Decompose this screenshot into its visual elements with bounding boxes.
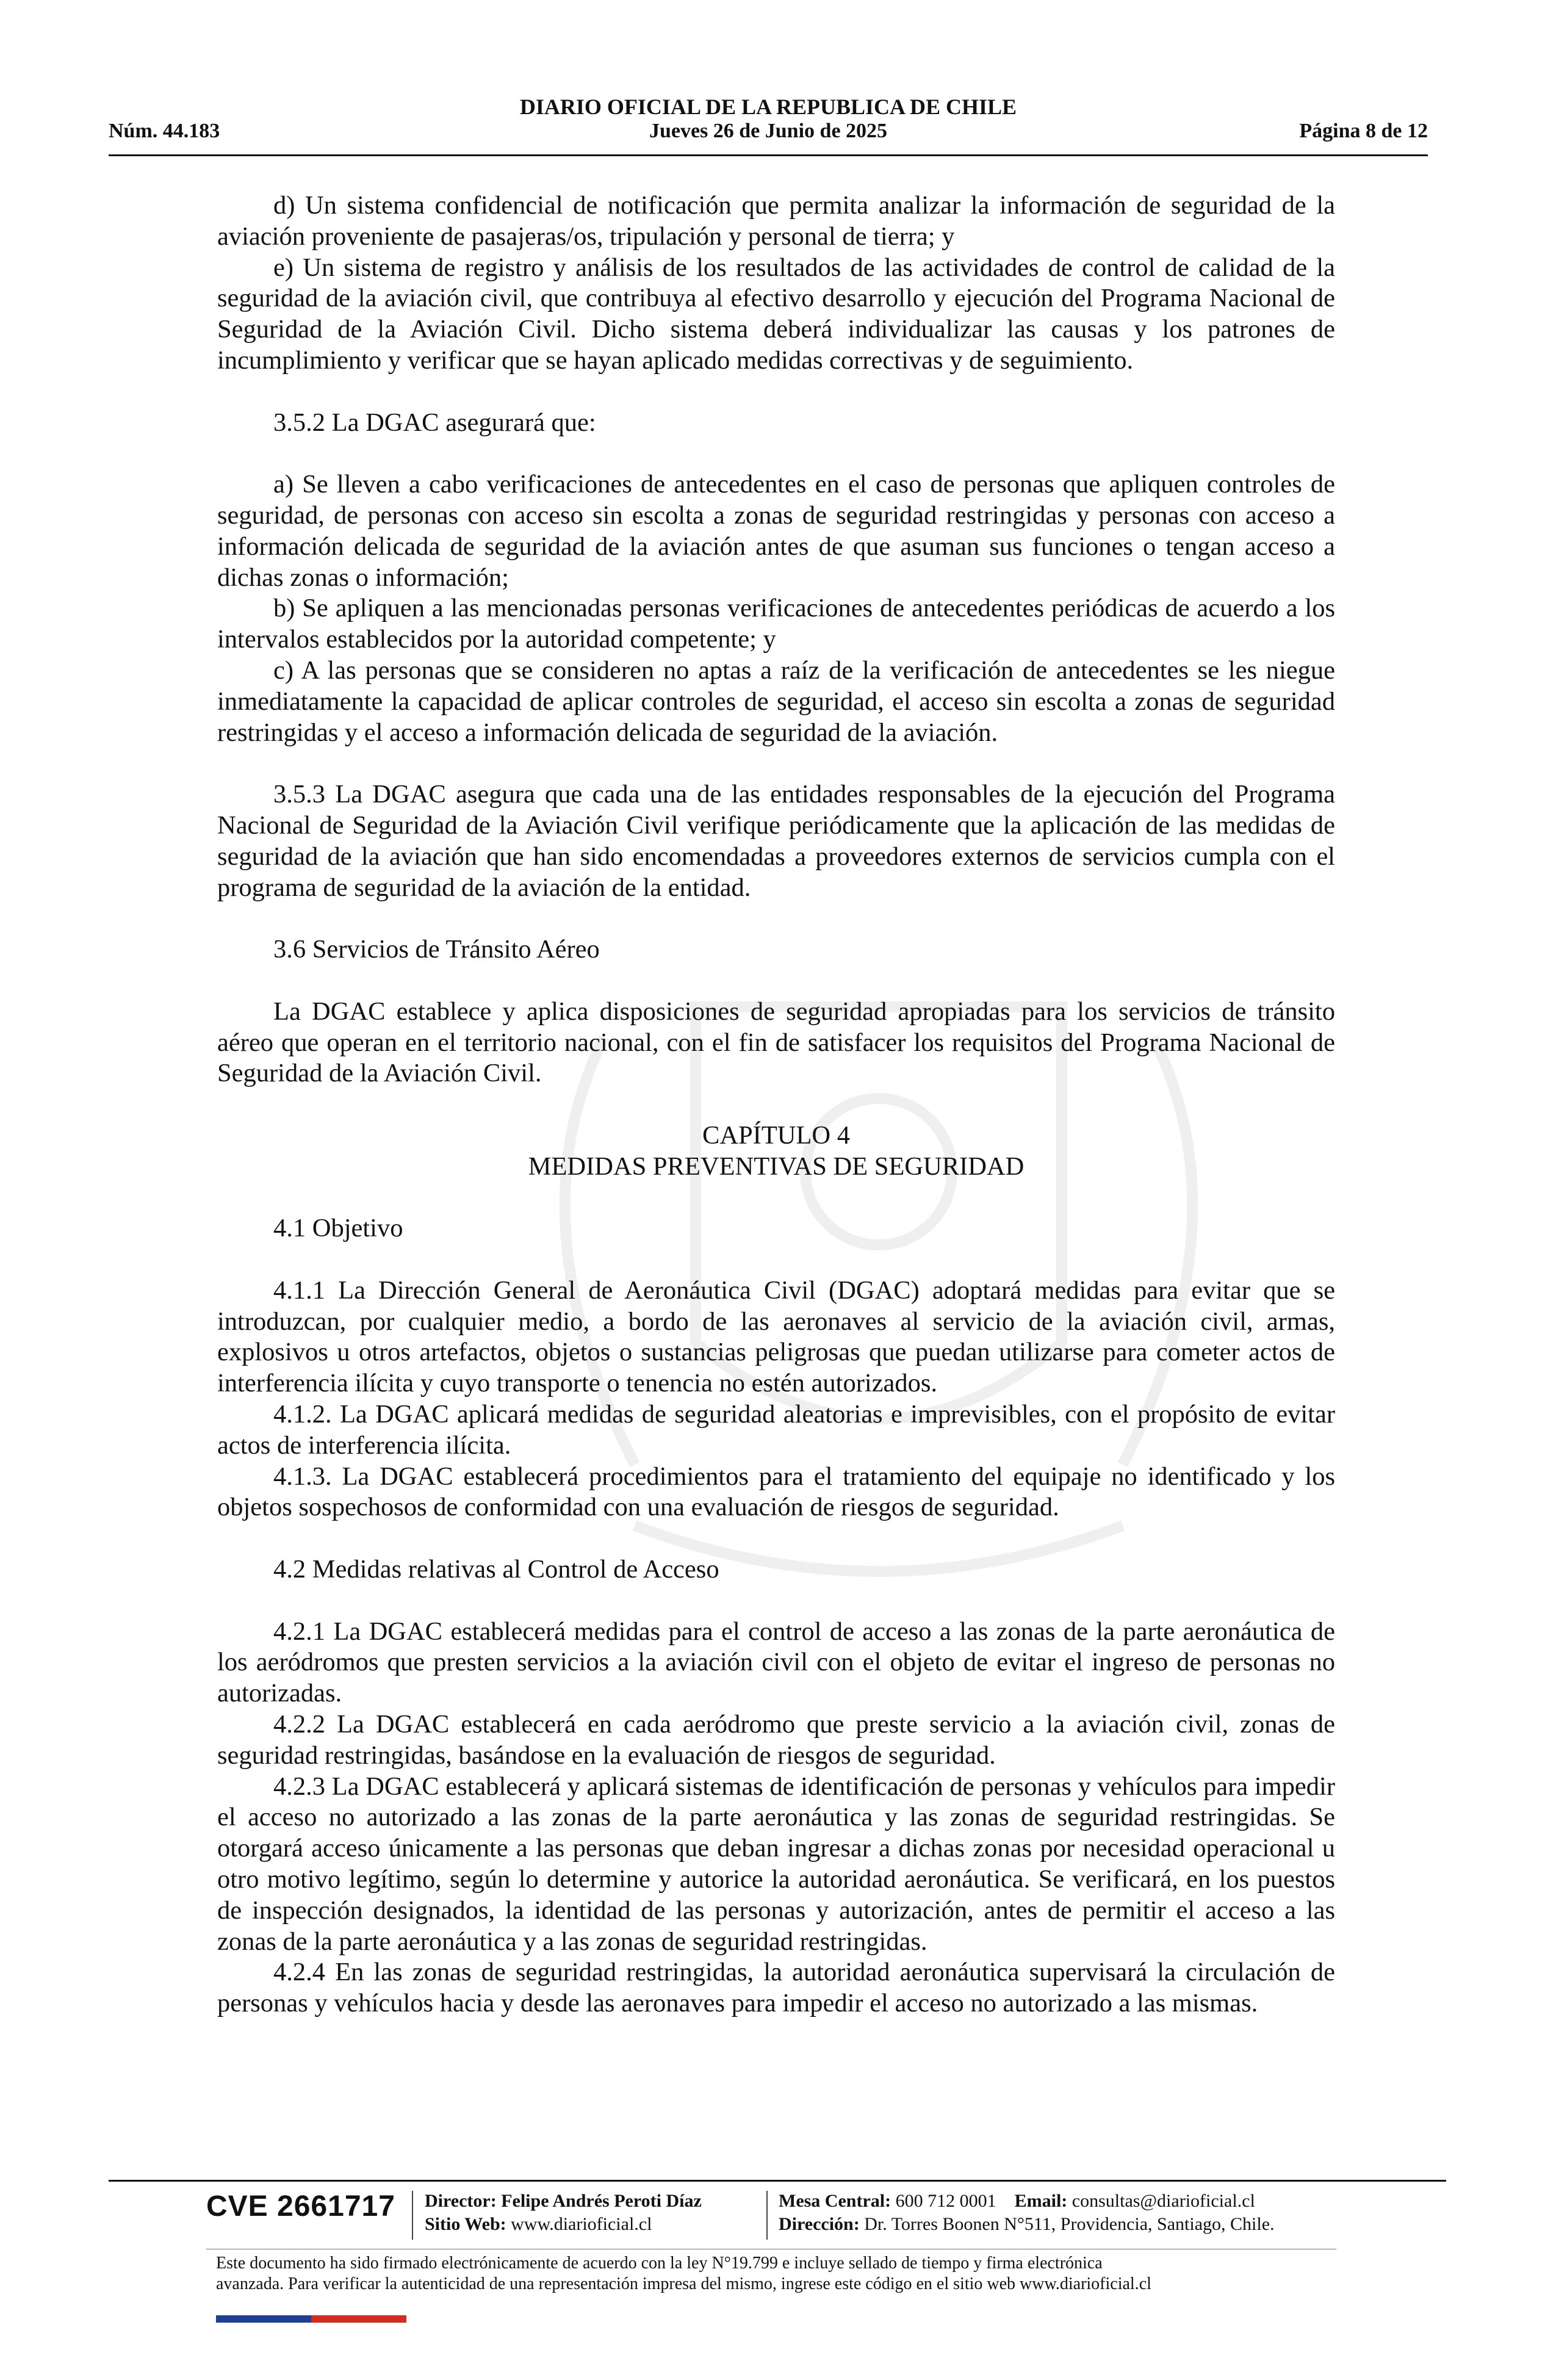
- footer-contact-block: [779, 2190, 1275, 2236]
- newspaper-title: DIARIO OFICIAL DE LA REPUBLICA DE CHILE: [519, 95, 1017, 119]
- section-4-2-heading: 4.2 Medidas relativas al Control de Acceso: [273, 1555, 719, 1584]
- header-divider: [109, 154, 1428, 156]
- director-name: Felipe Andrés Peroti Díaz: [501, 2191, 702, 2211]
- section-4-1-heading: 4.1 Objetivo: [273, 1214, 403, 1243]
- section-3-5-3: 3.5.3 La DGAC asegura que cada una de las entidades responsables de la ejecución del Programa Nacional de Seguridad de la Aviación Civil verifique periódicamente que la aplicación de las medidas de seguridad de la aviación que han sido encomendadas a proveedores externos de servicios cumpla con el programa de seguridad de la aviación de la entidad.: [217, 780, 1335, 902]
- issue-date: Jueves 26 de Junio de 2025: [649, 120, 888, 142]
- site-link[interactable]: www.diarioficial.cl: [511, 2214, 652, 2234]
- page-number: Página 8 de 12: [1299, 120, 1428, 142]
- paragraph-a: a) Se lleven a cabo verificaciones de antecedentes en el caso de personas que apliquen controles de seguridad, de personas con acceso sin escolta a zonas de seguridad restringidas y personas con acceso a información delicada de seguridad de la aviación antes de que asuman sus funciones o tengan acceso a dichas zonas o información;: [217, 470, 1335, 592]
- cve-code: CVE 2661717: [206, 2190, 395, 2223]
- section-4-2-1: 4.2.1 La DGAC establecerá medidas para el control de acceso a las zonas de la parte aeronáutica de los aeródromos que presten servicios a la aviación civil con el objeto de evitar el ingreso de personas no autorizadas.: [217, 1617, 1335, 1708]
- address-label: Dirección:: [779, 2214, 860, 2234]
- chapter-number: CAPÍTULO 4: [702, 1120, 850, 1150]
- paragraph-c: c) A las personas que se consideren no aptas a raíz de la verificación de antecedentes se les niegue inmediatamente la capacidad de aplicar controles de seguridad, el acceso sin escolta a zonas de seguridad restringidas y el acceso a información delicada de seguridad de la aviación.: [217, 655, 1335, 747]
- legal-line-2: avanzada. Para verificar la autenticidad de una representación impresa del mismo, ingrese este código en el sitio web www.diarioficial.cl: [216, 2274, 1151, 2293]
- email-label: Email:: [1014, 2191, 1068, 2211]
- mesa-label: Mesa Central:: [779, 2191, 891, 2211]
- paragraph-b: b) Se apliquen a las mencionadas personas verificaciones de antecedentes periódicas de acuerdo a los intervalos establecidos por la autoridad competente; y: [217, 594, 1335, 654]
- email-link[interactable]: consultas@diarioficial.cl: [1072, 2191, 1255, 2211]
- section-4-2-2: 4.2.2 La DGAC establecerá en cada aeródromo que preste servicio a la aviación civil, zonas de seguridad restringidas, basándose en la evaluación de riesgos de seguridad.: [217, 1710, 1335, 1770]
- mesa-phone: 600 712 0001: [895, 2191, 996, 2211]
- issue-number: Núm. 44.183: [109, 120, 220, 142]
- section-4-2-3: 4.2.3 La DGAC establecerá y aplicará sistemas de identificación de personas y vehículos para impedir el acceso no autorizado a las zonas de la parte aeronáutica y las zonas de seguridad restringidas. Se otorgará acceso únicamente a las personas que deban ingresar a dichas zonas por necesidad operacional u otro motivo legítimo, según lo determine y autorice la autoridad aeronáutica. Se verificará, en los puestos de inspección designados, la identidad de las personas y autorización, antes de permitir el acceso a las zonas de la parte aeronáutica y a las zonas de seguridad restringidas.: [217, 1772, 1335, 1956]
- section-3-5-2-heading: 3.5.2 La DGAC asegurará que:: [273, 408, 596, 437]
- site-label: Sitio Web:: [425, 2214, 506, 2234]
- footer-separator: [766, 2191, 768, 2240]
- footer-director-block: [425, 2190, 702, 2236]
- section-3-6-text: La DGAC establece y aplica disposiciones de seguridad apropiadas para los servicios de tránsito aéreo que operan en el territorio nacional, con el fin de satisfacer los requisitos del Programa Nacional de Seguridad de la Aviación Civil.: [217, 997, 1335, 1088]
- footer-divider: [109, 2180, 1446, 2182]
- page-header: [109, 92, 1428, 153]
- legal-line-1: Este documento ha sido firmado electrónicamente de acuerdo con la ley N°19.799 e incluye sellado de tiempo y firma electrónica: [216, 2254, 1103, 2273]
- section-3-6-heading: 3.6 Servicios de Tránsito Aéreo: [273, 935, 600, 964]
- flag-stripe-red: [311, 2315, 406, 2323]
- address-value: Dr. Torres Boonen N°511, Providencia, Santiago, Chile.: [864, 2214, 1275, 2234]
- section-4-1-2: 4.1.2. La DGAC aplicará medidas de seguridad aleatorias e imprevisibles, con el propósito de evitar actos de interferencia ilícita.: [217, 1400, 1335, 1460]
- paragraph-e: e) Un sistema de registro y análisis de los resultados de las actividades de control de calidad de la seguridad de la aviación civil, que contribuya al efectivo desarrollo y ejecución del Programa Nacional de Seguridad de la Aviación Civil. Dicho sistema deberá individualizar las causas y los patrones de incumplimiento y verificar que se hayan aplicado medidas correctivas y de seguimiento.: [217, 253, 1335, 375]
- section-4-1-1: 4.1.1 La Dirección General de Aeronáutica Civil (DGAC) adoptará medidas para evitar que se introduzcan, por cualquier medio, a bordo de las aeronaves al servicio de la aviación civil, armas, explosivos u otros artefactos, objetos o sustancias peligrosas que puedan utilizarse para cometer actos de interferencia ilícita y cuyo transporte o tenencia no estén autorizados.: [217, 1275, 1335, 1398]
- footer-legal-text: [216, 2253, 1335, 2295]
- flag-stripe-blue: [216, 2315, 311, 2323]
- director-label: Director:: [425, 2191, 497, 2211]
- paragraph-d: d) Un sistema confidencial de notificación que permita analizar la información de seguridad de la aviación proveniente de pasajeras/os, tripulación y personal de tierra; y: [217, 191, 1335, 251]
- footer-separator: [412, 2191, 413, 2240]
- document-body: [217, 190, 1335, 2019]
- chapter-title: MEDIDAS PREVENTIVAS DE SEGURIDAD: [528, 1152, 1025, 1181]
- section-4-2-4: 4.2.4 En las zonas de seguridad restringidas, la autoridad aeronáutica supervisará la circulación de personas y vehículos hacia y desde las aeronaves para impedir el acceso no autorizado a las mismas.: [217, 1958, 1335, 2018]
- section-4-1-3: 4.1.3. La DGAC establecerá procedimientos para el tratamiento del equipaje no identificado y los objetos sospechosos de conformidad con una evaluación de riesgos de seguridad.: [217, 1462, 1335, 1522]
